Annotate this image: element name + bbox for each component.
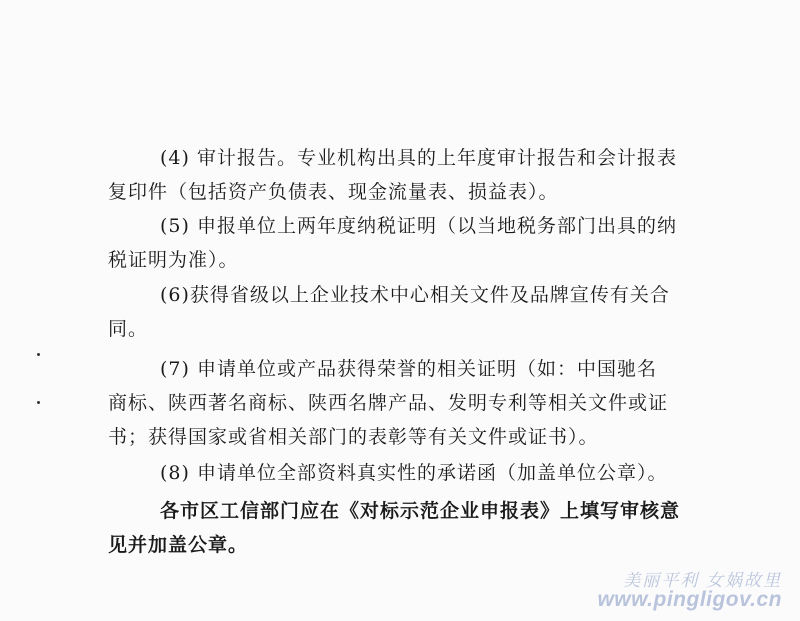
item-8-line-1: (8) 申请单位全部资料真实性的承诺函（加盖单位公章）。: [160, 462, 668, 484]
item-4-line-2: 复印件（包括资产负债表、现金流量表、损益表）。: [108, 181, 559, 203]
item-5-line-2: 税证明为准）。: [108, 249, 239, 271]
margin-mark: [37, 401, 40, 404]
closing-line-1: 各市区工信部门应在《对标示范企业申报表》上填写审核意: [160, 500, 681, 522]
watermark-url: www.pingligov.cn: [597, 588, 782, 611]
item-5-line-1: (5) 申报单位上两年度纳税证明（以当地税务部门出具的纳: [160, 215, 677, 237]
margin-mark: [37, 353, 40, 356]
watermark-brand: 美丽平利 女娲故里: [623, 571, 782, 590]
item-7-line-2: 商标、陕西著名商标、陕西名牌产品、发明专利等相关文件或证: [108, 392, 669, 414]
closing-line-2: 见并加盖公章。: [108, 534, 249, 556]
item-6-line-2: 同。: [108, 318, 149, 340]
item-6-line-1: (6)获得省级以上企业技术中心相关文件及品牌宣传有关合: [160, 284, 670, 306]
item-4-line-1: (4) 审计报告。专业机构出具的上年度审计报告和会计报表: [160, 147, 677, 169]
item-7-line-3: 书；获得国家或省相关部门的表彰等有关文件或证书）。: [108, 426, 599, 448]
item-7-line-1: (7) 申请单位或产品获得荣誉的相关证明（如：中国驰名: [160, 358, 657, 380]
